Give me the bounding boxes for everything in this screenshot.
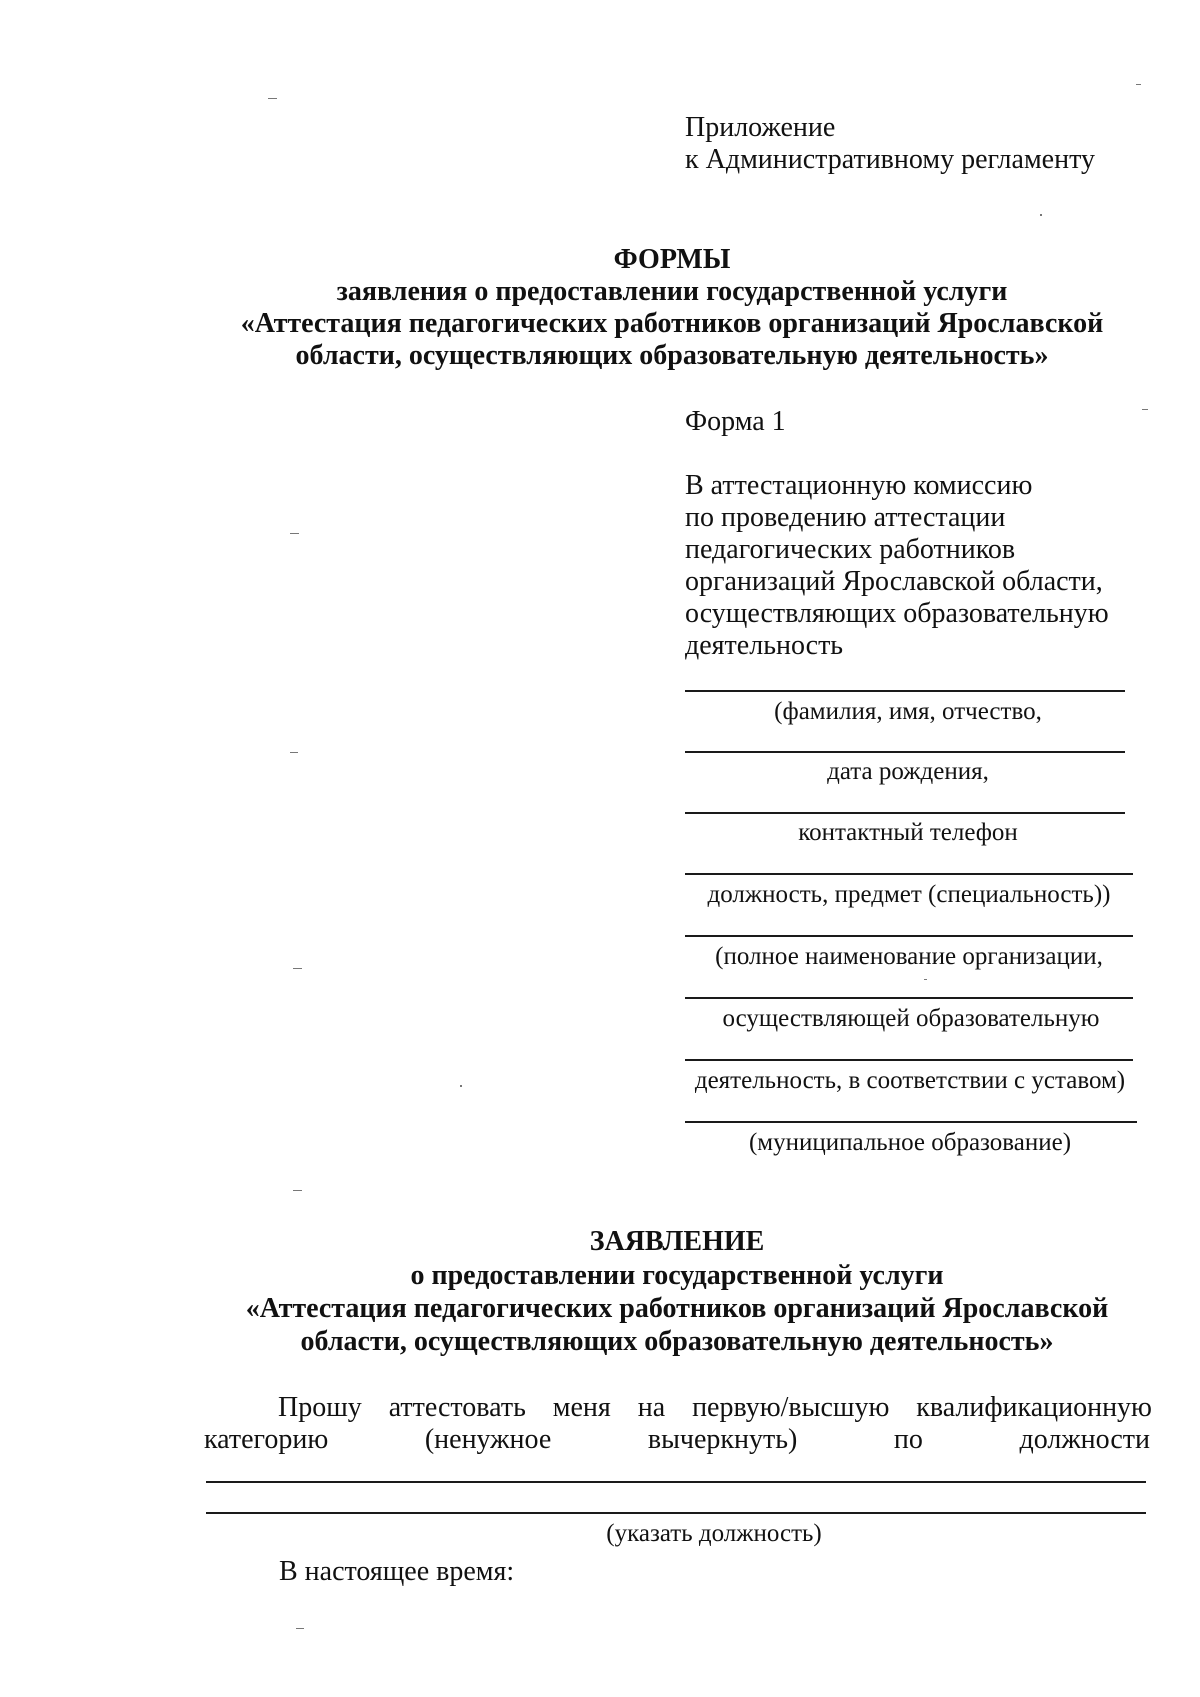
word: (ненужное [424,1424,552,1455]
forms-heading: ФОРМЫ [613,244,731,275]
addressee-line: организаций Ярославской области, [685,566,1103,597]
field-caption-full-name: (фамилия, имя, отчество, [774,698,1042,725]
scan-mark [293,968,302,969]
word: первую/высшую [692,1392,890,1423]
scan-mark [924,979,927,980]
fill-in-line [685,751,1125,753]
addressee-line: по проведению аттестации [685,502,1006,533]
word: по [893,1424,923,1455]
field-caption-phone: контактный телефон [798,819,1018,846]
position-caption: (указать должность) [606,1520,822,1547]
fill-in-line [206,1512,1146,1514]
scan-mark [296,1628,304,1629]
application-subtitle-line: области, осуществляющих образовательную деятельность» [300,1326,1054,1357]
scan-mark [293,1190,302,1191]
forms-subtitle-line: области, осуществляющих образовательную деятельность» [295,340,1049,371]
field-caption-organization-cont: осуществляющей образовательную [722,1005,1100,1032]
word: категорию [204,1424,329,1455]
fill-in-line [685,1121,1137,1123]
application-subtitle-line: о предоставлении государственной услуги [410,1260,944,1291]
current-status-label: В настоящее время: [279,1556,515,1587]
forms-subtitle-line: заявления о предоставлении государственной услуги [336,276,1008,307]
word: меня [552,1392,611,1423]
field-caption-position: должность, предмет (специальность)) [707,881,1111,908]
field-caption-municipality: (муниципальное образование) [748,1129,1072,1156]
word: должности [1019,1424,1150,1455]
appendix-label: Приложение [685,112,836,143]
form-number: Форма 1 [685,406,786,437]
addressee-line: педагогических работников [685,534,1016,565]
word: аттестовать [388,1392,526,1423]
scan-mark [1136,84,1141,85]
field-caption-charter: деятельность, в соответствии с уставом) [694,1067,1126,1094]
word: на [637,1392,666,1423]
scan-mark [290,533,299,534]
word: вычеркнуть) [647,1424,798,1455]
field-caption-organization: (полное наименование организации, [715,943,1103,970]
application-subtitle-line: «Аттестация педагогических работников организаций Ярославской [245,1293,1109,1324]
scan-mark [268,98,277,99]
appendix-reference: к Административному регламенту [685,144,1095,175]
word: квалификационную [916,1392,1152,1423]
fill-in-line [685,873,1133,875]
request-text-line [278,1392,1152,1424]
scan-mark [290,752,298,753]
fill-in-line [685,1059,1133,1061]
scan-mark [1040,214,1042,216]
fill-in-line [206,1481,1146,1483]
application-heading: ЗАЯВЛЕНИЕ [589,1226,765,1257]
field-caption-birth-date: дата рождения, [827,758,989,785]
fill-in-line [685,935,1133,937]
fill-in-line [685,690,1125,692]
fill-in-line [685,812,1125,814]
forms-subtitle-line: «Аттестация педагогических работников организаций Ярославской [240,308,1104,339]
fill-in-line [685,997,1133,999]
addressee-line: деятельность [685,630,844,661]
request-text-line [204,1424,1150,1456]
scan-mark [460,1085,462,1087]
addressee-line: осуществляющих образовательную [685,598,1109,629]
word: Прошу [278,1392,362,1423]
addressee-line: В аттестационную комиссию [685,470,1033,501]
scan-mark [1142,409,1148,410]
